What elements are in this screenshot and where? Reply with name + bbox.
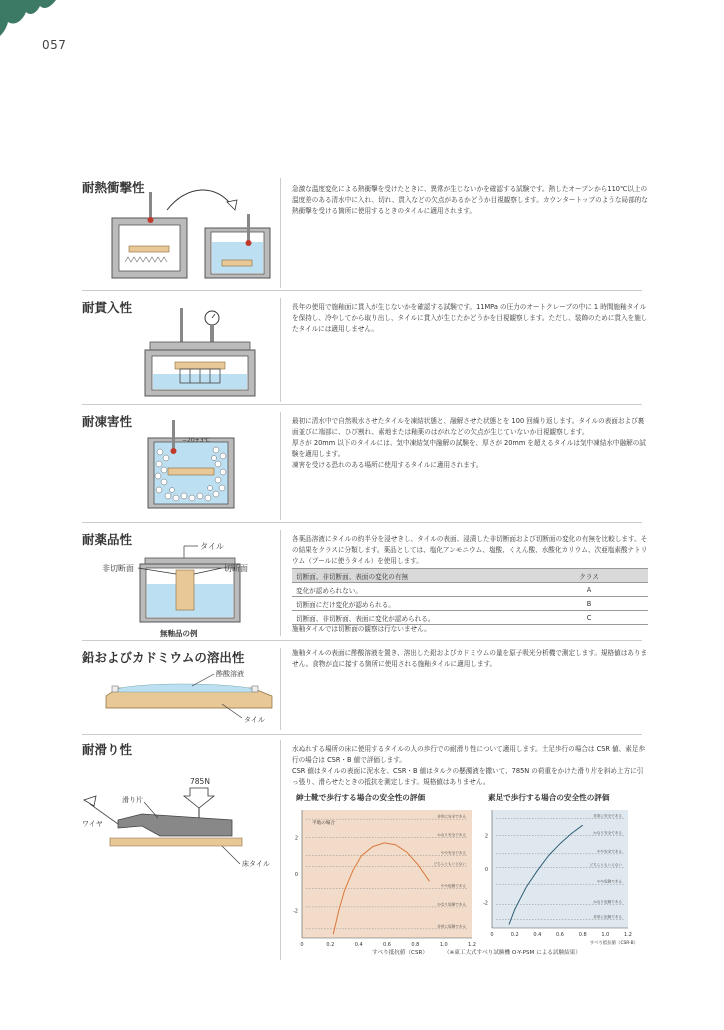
- chart-ref-label: 非常に危険である: [437, 924, 466, 929]
- chart-x-tick: 0.8: [578, 932, 587, 938]
- label-slider: 滑り片: [122, 796, 143, 804]
- freeze-thaw-illustration: [144, 418, 244, 512]
- section-title: 耐貫入性: [82, 300, 133, 315]
- section-title: 耐薬品性: [82, 532, 133, 547]
- temperature-label: −20±3℃: [182, 437, 211, 444]
- chart-title-shoes: 紳士靴で歩行する場合の安全性の評価: [296, 793, 426, 802]
- chart-y-tick: 2: [294, 835, 298, 842]
- section-title: 耐凍害性: [82, 414, 133, 429]
- section-title: 鉛およびカドミウムの溶出性: [82, 650, 245, 665]
- page-number: 057: [42, 38, 67, 52]
- chart-y-tick: 0: [294, 872, 298, 878]
- chart-ref-label: やや危険である: [440, 884, 466, 889]
- table-row: 切断面、非切断面、表面に変化が認められる。 C: [292, 611, 648, 625]
- thermal-shock-illustration: [107, 188, 287, 288]
- section-description: 最初に清水中で自然吸水させたタイルを凍結状態と、融解させた状態とを 100 回繰り返します。タイルの表面および裏面並びに端部に、ひび割れ、素地または釉薬のはがれなどの欠点が生じていないか目視観察します。 厚さが 20mm 以下のタイルには、気中凍結気中融解の試験を、厚さが 20mm を超えるタイルは気中凍結水中融解の試験を適用します。 凍害を受ける恐れのある場所に使用するタイルに適用されます。: [292, 417, 646, 469]
- chart-y-tick: 2: [484, 833, 488, 840]
- label-acetic-acid: 酢酸溶液: [216, 670, 244, 678]
- chart-x-tick: 1.0: [601, 932, 610, 938]
- chart-y-tick: 0: [484, 867, 488, 873]
- label-wire: ワイヤ: [82, 820, 103, 828]
- autoclave-illustration: [140, 304, 260, 400]
- chart-xlabel-shoes: すべり抵抗値（CSR）: [372, 950, 428, 956]
- section-chemical: [82, 530, 648, 638]
- chart-x-tick: 0.2: [510, 932, 519, 938]
- chart-series-label: 平地の場合: [312, 821, 335, 826]
- chart-xlabel-barefoot: すべり抵抗値（CSR-B）: [589, 941, 638, 946]
- chart-ref-label: やや安全である: [440, 851, 466, 856]
- leach-test-illustration: [102, 666, 282, 728]
- table-note: 施釉タイルでは切断面の観察は行ないません。: [292, 625, 431, 633]
- label-cut-surface: 切断面: [224, 564, 248, 573]
- chart-barefoot: [482, 802, 642, 948]
- section-slip-resistance: [82, 740, 646, 960]
- label-uncut-surface: 非切断面: [102, 564, 134, 573]
- chart-ref-label: やや安全である: [596, 849, 622, 854]
- chart-x-tick: 0.8: [411, 942, 420, 948]
- chart-ref-label: かなり安全である: [437, 832, 466, 837]
- chart-x-tick: 0.6: [556, 932, 564, 938]
- chart-note: （※東工大式すべり試験機 O-Y-PSM による試験結果）: [444, 950, 581, 956]
- chart-ref-label: かなり安全である: [593, 830, 622, 835]
- chart-ref-label: どちらともいえない: [433, 862, 466, 867]
- chart-ref-label: 非常に危険である: [593, 915, 622, 920]
- section-description: 急激な温度変化による熱衝撃を受けたときに、異常が生じないかを確認する試験です。熱したオーブンから110℃以上の温度差のある清水中に入れ、切れ、貫入などの欠点があるかどうか目視観察します。カウンタートップのような局部的な熱衝撃を受ける箇所に使用するときのタイルに適用されます。: [292, 185, 648, 215]
- chart-title-barefoot: 素足で歩行する場合の安全性の評価: [488, 793, 610, 802]
- table-row: 切断面にだけ変化が認められる。 B: [292, 597, 648, 611]
- caption-unglazed: 無釉品の例: [160, 629, 198, 638]
- section-crazing: [82, 298, 648, 402]
- section-title: 耐熱衝撃性: [82, 180, 145, 195]
- chart-x-tick: 0.4: [354, 942, 363, 948]
- chart-x-tick: 0.6: [383, 942, 391, 948]
- section-lead-cadmium: [82, 648, 648, 730]
- label-load: 785N: [190, 777, 210, 786]
- chart-x-tick: 0: [300, 942, 304, 948]
- chart-x-tick: 1.0: [439, 942, 448, 948]
- chart-ref-label: かなり危険である: [593, 899, 622, 904]
- chart-shoes: [290, 802, 486, 962]
- chart-x-tick: 1.2: [624, 932, 632, 938]
- chart-ref-label: やや危険である: [596, 879, 622, 884]
- section-thermal-shock: [82, 178, 648, 288]
- chart-x-tick: 1.2: [468, 942, 476, 948]
- chart-plot-area: [492, 810, 628, 928]
- chart-ref-label: かなり危険である: [437, 902, 466, 907]
- section-description: 長年の使用で施釉面に貫入が生じないかを確認する試験です。11MPa の圧力のオートクレーブの中に 1 時間施釉タイルを保持し、冷やしてから取り出し、タイルに貫入が生じたかどうかを目視観察します。ただし、装飾のために貫入を施したタイルには適用しません。: [292, 303, 648, 333]
- chart-ref-label: 非常に安全である: [593, 813, 622, 818]
- chart-x-tick: 0: [490, 932, 494, 938]
- chart-plot-area: [302, 810, 472, 938]
- chart-y-tick: -2: [293, 908, 298, 915]
- chart-x-tick: 0.2: [326, 942, 335, 948]
- chemical-immersion-illustration: [100, 538, 280, 638]
- section-description: 各薬品溶液にタイルの約半分を浸せきし、タイルの表面、浸漬した非切断面および切断面の変化の有無を比較します。その結果をクラスに分類します。薬品としては、塩化アンモニウム、塩酸、くえん酸、水酸化カリウム、次亜塩素酸ナトリウム（プールに使うタイル）を使用します。: [292, 535, 648, 565]
- class-table: [292, 568, 648, 625]
- slip-test-illustration: [82, 774, 272, 874]
- label-tile: タイル: [200, 542, 224, 551]
- corner-decoration: [0, 0, 60, 40]
- section-title: 耐滑り性: [82, 742, 133, 757]
- table-row: 変化が認められない。 A: [292, 583, 648, 597]
- table-header: 切断面、非切断面、表面の変化の有無 クラス: [292, 569, 648, 583]
- label-floor-tile: 床タイル: [242, 860, 270, 868]
- chart-ref-label: 非常に安全である: [437, 814, 466, 819]
- section-description: 施釉タイルの表面に酢酸溶液を置き、溶出した鉛およびカドミウムの量を原子吸光分析機で測定します。規格値はありません。食物が直に接する箇所に使用される施釉タイルに適用します。: [292, 649, 648, 668]
- section-frost: [82, 412, 646, 520]
- section-description: 水ぬれする場所の床に使用するタイルの人の歩行での耐滑り性について適用します。土足歩行の場合は CSR 値、素足歩行の場合は CSR・B 値で評価します。 CSR 値はタイルの表面に泥水を、CSR・B 値はタルクの懸濁液を撒いて、785N の荷重をかけた滑り片を斜め上方に引っ張り、滑らせたときの抵抗を測定します。規格値はありません。: [292, 745, 646, 786]
- chart-x-tick: 0.4: [533, 932, 542, 938]
- chart-y-tick: -2: [483, 900, 488, 907]
- chart-ref-label: どちらともいえない: [589, 862, 622, 867]
- label-tile: タイル: [244, 716, 265, 724]
